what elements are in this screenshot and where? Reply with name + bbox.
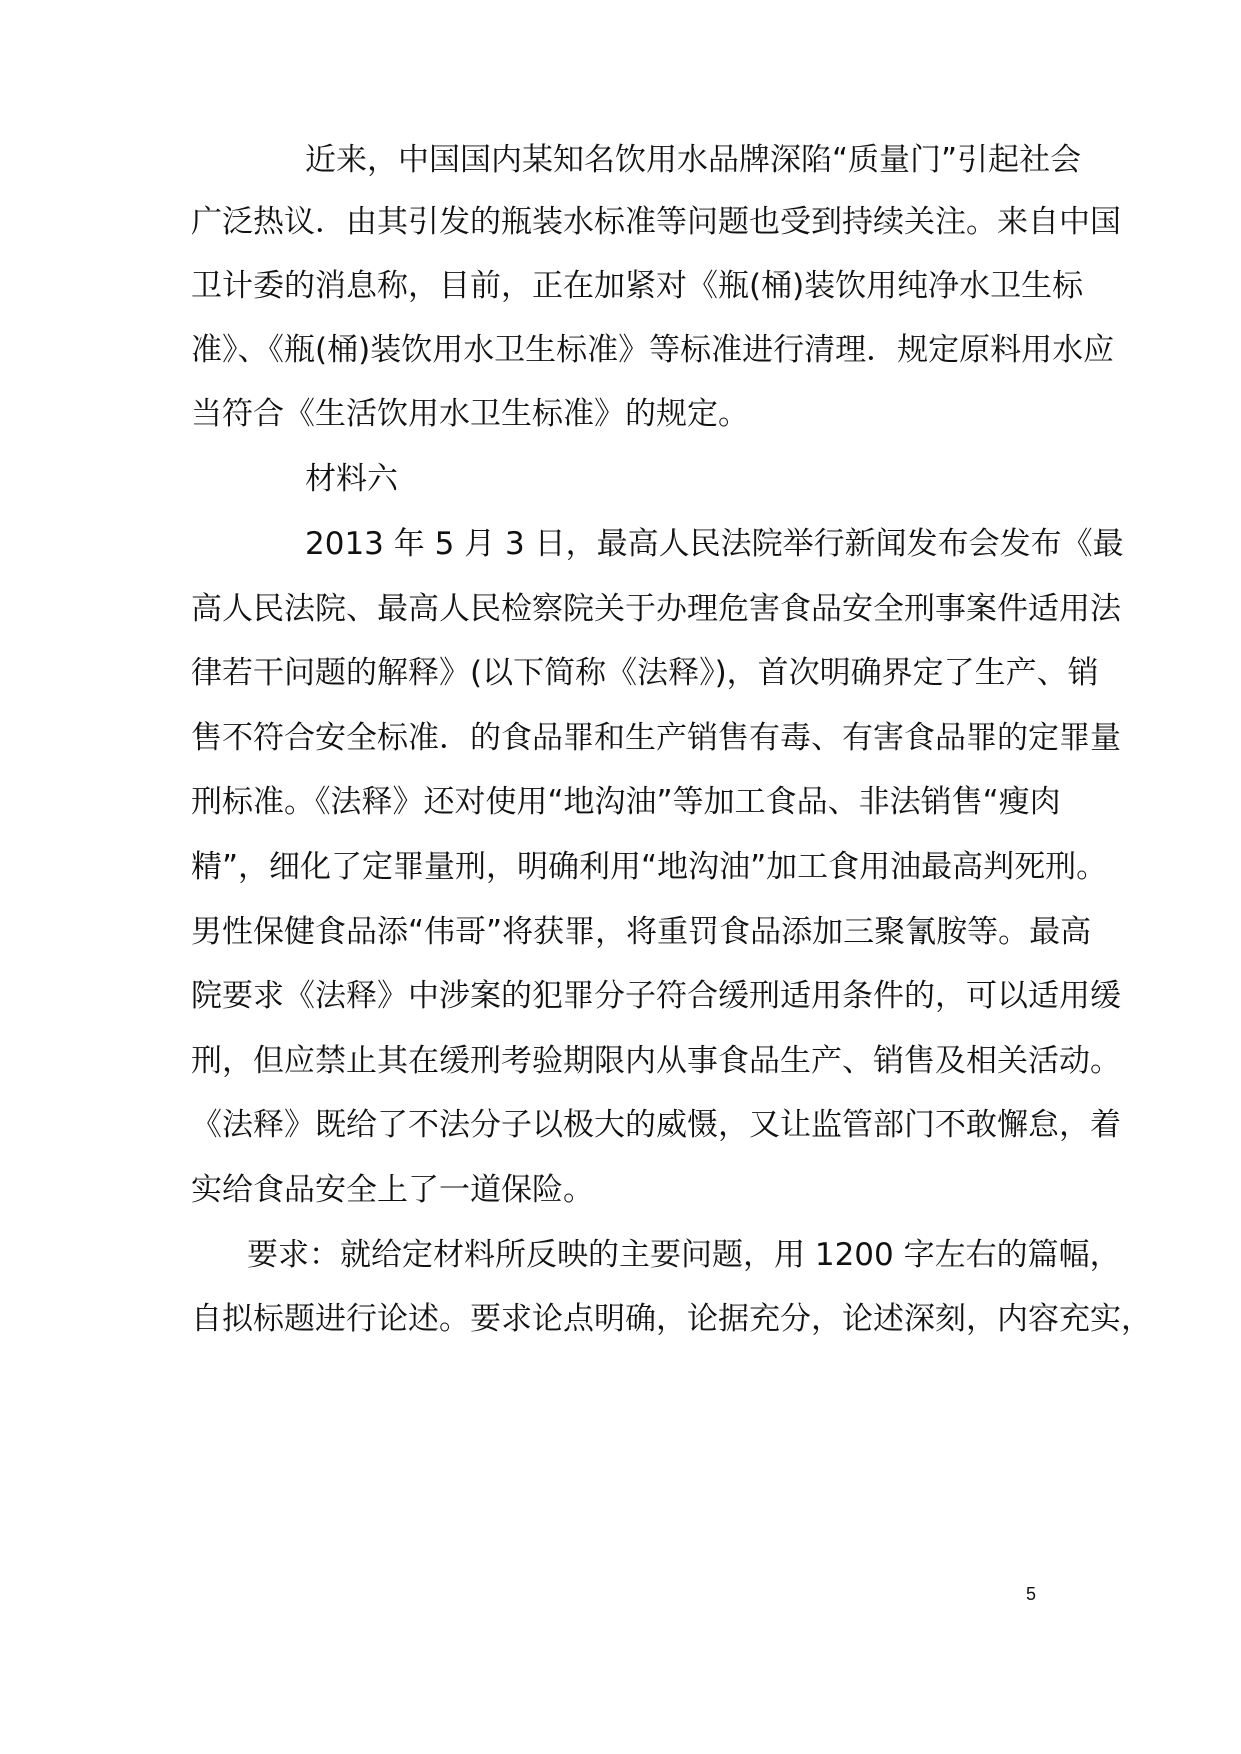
paragraph-line: 近来，中国国内某知名饮用水品牌深陷“质量门”引起社会 [305, 142, 1082, 178]
paragraph-line: 售不符合安全标准．的食品罪和生产销售有毒、有害食品罪的定罪量 [191, 720, 1121, 756]
requirement-line: 要求：就给定材料所反映的主要问题，用 1200 字左右的篇幅， [247, 1237, 1121, 1273]
requirement-line: 自拟标题进行论述。要求论点明确，论据充分，论述深刻，内容充实， [191, 1301, 1152, 1337]
paragraph-line: 院要求《法释》中涉案的犯罪分子符合缓刑适用条件的，可以适用缓 [191, 978, 1121, 1014]
paragraph-line: 精”，细化了定罪量刑，明确利用“地沟油”加工食用油最高判死刑。 [191, 849, 1108, 885]
paragraph-line: 广泛热议．由其引发的瓶装水标准等问题也受到持续关注。来自中国 [191, 204, 1121, 240]
paragraph-line: 刑标准。《法释》还对使用“地沟油”等加工食品、非法销售“瘦肉 [191, 784, 1061, 820]
page-number: 5 [1026, 1584, 1037, 1604]
paragraph-line: 男性保健食品添“伟哥”将获罪，将重罚食品添加三聚氰胺等。最高 [191, 914, 1092, 950]
paragraph-line: 当符合《生活饮用水卫生标准》的规定。 [191, 396, 749, 432]
paragraph-line: 卫计委的消息称，目前，正在加紧对《瓶(桶)装饮用纯净水卫生标 [191, 268, 1084, 304]
paragraph-line: 高人民法院、最高人民检察院关于办理危害食品安全刑事案件适用法 [191, 591, 1121, 627]
paragraph-line: 刑，但应禁止其在缓刑考验期限内从事食品生产、销售及相关活动。 [191, 1043, 1121, 1079]
section-heading: 材料六 [305, 461, 398, 497]
paragraph-line: 律若干问题的解释》(以下简称《法释》)，首次明确界定了生产、销 [191, 655, 1099, 691]
paragraph-line: 准》、《瓶(桶)装饮用水卫生标准》等标准进行清理．规定原料用水应 [191, 332, 1115, 368]
paragraph-line: 2013 年 5 月 3 日，最高人民法院举行新闻发布会发布《最 [305, 526, 1124, 562]
paragraph-line: 实给食品安全上了一道保险。 [191, 1172, 594, 1208]
paragraph-line: 《法释》既给了不法分子以极大的威慑，又让监管部门不敢懈怠，着 [191, 1107, 1121, 1143]
